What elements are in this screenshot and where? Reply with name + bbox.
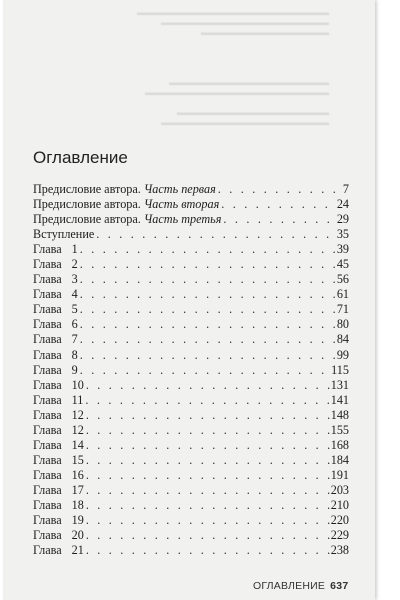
toc-entry[interactable] xyxy=(33,393,349,408)
toc-entry-label: Предисловие автора. xyxy=(33,182,141,196)
toc-entry[interactable] xyxy=(33,483,349,498)
toc-entry-title xyxy=(33,287,78,302)
toc-page-number: 168 xyxy=(330,437,349,452)
toc-entry-label: Глава xyxy=(33,347,62,362)
page-number: 637 xyxy=(330,580,349,592)
toc-entry-title xyxy=(33,363,78,378)
dot-leader xyxy=(80,363,330,378)
toc-entry[interactable] xyxy=(33,227,349,242)
toc-entry[interactable] xyxy=(33,348,349,363)
toc-entry-title xyxy=(33,453,84,468)
toc-page-number: 238 xyxy=(330,543,349,558)
toc-entry-label: Глава xyxy=(33,513,62,528)
toc-chapter-number: 5 xyxy=(71,302,78,317)
toc-chapter-number: 1 xyxy=(71,242,78,257)
toc-entry[interactable] xyxy=(33,423,349,438)
toc-entry-title xyxy=(33,528,84,543)
toc-entry[interactable] xyxy=(33,197,349,212)
toc-entry-title xyxy=(33,543,84,558)
toc-entry-label: Глава xyxy=(33,242,62,257)
toc-page-number: 80 xyxy=(336,317,349,332)
toc-page-number: 220 xyxy=(330,513,349,528)
toc-chapter-number: 8 xyxy=(71,347,78,362)
toc-entry-label: Предисловие автора. xyxy=(33,212,141,227)
dot-leader xyxy=(86,453,330,468)
dot-leader xyxy=(80,348,336,363)
toc-entry-title xyxy=(33,317,78,332)
toc-entry-title xyxy=(33,468,84,483)
toc-entry-label: Глава xyxy=(33,377,62,392)
toc-entry-title xyxy=(33,408,84,423)
toc-entry-title xyxy=(33,332,78,347)
toc-entry-title xyxy=(33,272,78,287)
dot-leader xyxy=(80,242,336,257)
toc-entry-label: Предисловие автора. xyxy=(33,197,141,212)
toc-chapter-number: 15 xyxy=(71,452,84,467)
toc-entry-part: Часть первая xyxy=(143,182,216,196)
toc-entry-title xyxy=(33,348,78,363)
toc-page-number: 56 xyxy=(336,272,349,287)
toc-page-number: 155 xyxy=(330,422,349,437)
toc-page-number: 148 xyxy=(330,407,349,422)
toc-page-number: 71 xyxy=(336,302,349,317)
toc-page-number: 24 xyxy=(336,197,349,212)
dot-leader xyxy=(86,543,330,558)
toc-entry-label: Глава xyxy=(33,302,62,317)
toc-chapter-number: 20 xyxy=(71,528,84,543)
toc-entry-label: Глава xyxy=(33,482,62,497)
toc-entry[interactable] xyxy=(33,363,349,378)
toc-chapter-number: 11 xyxy=(71,392,84,407)
dot-leader xyxy=(86,438,330,453)
toc-chapter-number: 14 xyxy=(71,437,84,452)
toc-entry-title xyxy=(33,182,216,197)
dot-leader xyxy=(86,483,330,498)
dot-leader xyxy=(86,423,330,438)
toc-chapter-number: 16 xyxy=(71,467,84,482)
toc-entry[interactable] xyxy=(33,287,349,302)
toc-entry-label: Вступление xyxy=(33,227,95,242)
toc-page-number: 84 xyxy=(336,332,349,347)
toc-page-number: 203 xyxy=(330,482,349,497)
toc-entry[interactable] xyxy=(33,317,349,332)
toc-entry-title xyxy=(33,212,221,227)
dot-leader xyxy=(86,498,330,513)
toc-entry-label: Глава xyxy=(33,528,62,543)
toc-chapter-number: 10 xyxy=(71,377,84,392)
dot-leader xyxy=(85,393,329,408)
toc-entry[interactable] xyxy=(33,182,349,197)
dot-leader xyxy=(96,227,336,242)
toc-entry[interactable] xyxy=(33,332,349,347)
toc-entry[interactable] xyxy=(33,498,349,513)
toc-entry-title xyxy=(33,513,84,528)
toc-entry-title xyxy=(33,197,219,212)
footer-label: ОГЛАВЛЕНИЕ xyxy=(253,580,326,592)
toc-page-number: 184 xyxy=(330,452,349,467)
toc-chapter-number: 12 xyxy=(71,407,84,422)
toc-chapter-number: 9 xyxy=(71,362,78,377)
toc-entry-label: Глава xyxy=(33,317,62,332)
dot-leader xyxy=(86,513,330,528)
toc-entry-title xyxy=(33,438,84,453)
toc-chapter-number: 7 xyxy=(71,332,78,347)
toc-page-number: 99 xyxy=(336,347,349,362)
dot-leader xyxy=(218,182,342,197)
toc-entry[interactable] xyxy=(33,257,349,272)
toc-page-number: 229 xyxy=(330,528,349,543)
toc-entry[interactable] xyxy=(33,408,349,423)
toc-chapter-number: 12 xyxy=(71,422,84,437)
toc-entry-label: Глава xyxy=(33,392,62,407)
toc-entry-title xyxy=(33,498,84,513)
toc-entry-label: Глава xyxy=(33,467,62,482)
toc-entry-title xyxy=(33,302,78,317)
toc-entry-label: Глава xyxy=(33,437,62,452)
toc-entry[interactable] xyxy=(33,302,349,317)
toc-entry-title xyxy=(33,257,78,272)
toc-page-number: 7 xyxy=(342,182,349,196)
book-page xyxy=(3,0,375,600)
toc-entry-title xyxy=(33,242,78,257)
toc-entry-label: Глава xyxy=(33,257,62,272)
toc-page-number: 39 xyxy=(336,242,349,257)
page-title: Оглавление xyxy=(33,148,128,167)
toc-chapter-number: 3 xyxy=(71,272,78,287)
dot-leader xyxy=(80,317,336,332)
toc-entry[interactable] xyxy=(33,272,349,287)
toc-page-number: 131 xyxy=(330,377,349,392)
toc-entry-label: Глава xyxy=(33,272,62,287)
toc-entry[interactable] xyxy=(33,468,349,483)
show-through-text: ▬▬▬▬▬▬▬▬▬▬▬▬▬▬▬▬▬▬▬▬▬▬▬▬ ▬▬▬▬▬▬▬▬▬▬▬▬▬▬▬▬▬▬▬▬▬ ▬▬▬▬▬▬▬▬▬▬▬▬▬▬▬▬ ▬▬▬▬▬▬▬▬▬▬▬▬▬▬▬▬▬▬▬▬ ▬▬▬▬▬▬▬▬▬▬▬▬▬▬▬▬▬▬▬▬▬▬▬ ▬▬▬▬▬▬▬▬▬▬▬▬▬▬▬▬▬▬▬ ▬▬▬▬▬▬▬▬▬▬▬▬▬▬▬▬▬▬▬▬▬ xyxy=(137,8,329,127)
toc-entry-part: Часть вторая xyxy=(143,197,220,212)
toc-chapter-number: 6 xyxy=(71,317,78,332)
toc-entry[interactable] xyxy=(33,453,349,468)
toc-entry[interactable] xyxy=(33,242,349,257)
dot-leader xyxy=(80,302,336,317)
toc-entry-title xyxy=(33,423,84,438)
toc-entry-label: Глава xyxy=(33,407,62,422)
toc-entry-label: Глава xyxy=(33,452,62,467)
dot-leader xyxy=(86,408,330,423)
toc-page-number: 29 xyxy=(336,212,349,227)
dot-leader xyxy=(80,257,336,272)
toc-chapter-number: 4 xyxy=(71,287,78,302)
toc-page-number: 45 xyxy=(336,257,349,272)
dot-leader xyxy=(223,212,335,227)
toc-chapter-number: 17 xyxy=(71,482,84,497)
toc-entry[interactable] xyxy=(33,543,349,558)
toc-entry-title xyxy=(33,483,84,498)
toc-page-number: 191 xyxy=(330,467,349,482)
toc-entry-label: Глава xyxy=(33,497,62,512)
dot-leader xyxy=(80,272,336,287)
toc-entry-title xyxy=(33,378,84,393)
toc-entry[interactable] xyxy=(33,378,349,393)
toc-entry[interactable] xyxy=(33,438,349,453)
toc-chapter-number: 21 xyxy=(71,543,84,558)
toc-entry-label: Глава xyxy=(33,332,62,347)
toc-entry-label: Глава xyxy=(33,362,62,377)
dot-leader xyxy=(80,287,336,302)
dot-leader xyxy=(221,197,336,212)
dot-leader xyxy=(80,332,336,347)
toc-page-number: 35 xyxy=(336,227,349,242)
dot-leader xyxy=(86,378,330,393)
toc-entry[interactable] xyxy=(33,528,349,543)
toc-entry-title xyxy=(33,227,94,242)
toc-chapter-number: 18 xyxy=(71,497,84,512)
dot-leader xyxy=(86,468,330,483)
toc-page-number: 210 xyxy=(330,497,349,512)
table-of-contents xyxy=(33,182,349,558)
toc-entry-label: Глава xyxy=(33,543,62,558)
dot-leader xyxy=(86,528,330,543)
toc-page-number: 115 xyxy=(331,362,349,377)
toc-entry-label: Глава xyxy=(33,287,62,302)
toc-page-number: 61 xyxy=(336,287,349,302)
toc-entry[interactable] xyxy=(33,212,349,227)
toc-entry[interactable] xyxy=(33,513,349,528)
toc-chapter-number: 19 xyxy=(71,513,84,528)
toc-entry-title xyxy=(33,393,83,408)
toc-entry-label: Глава xyxy=(33,422,62,437)
toc-entry-part: Часть третья xyxy=(143,212,222,227)
toc-chapter-number: 2 xyxy=(71,257,78,272)
running-footer xyxy=(253,580,349,592)
toc-page-number: 141 xyxy=(330,392,349,407)
